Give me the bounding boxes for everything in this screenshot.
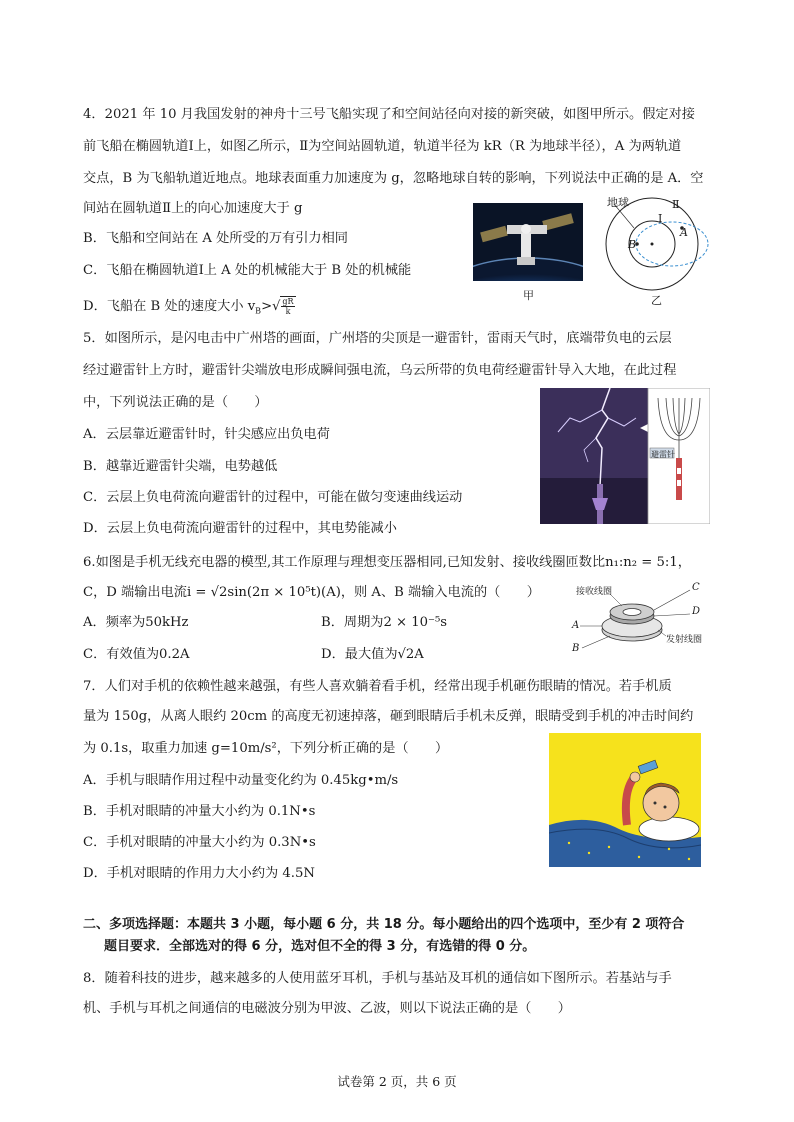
q5-option-a: A．云层靠近避雷针时，针尖感应出负电荷	[83, 427, 330, 442]
q6-line-1: 6.如图是手机无线充电器的模型,其工作原理与理想变压器相同,已知发射、接收线圈匝数比n₁:n₂ = 5:1，	[83, 555, 691, 570]
q7-option-b: B．手机对眼睛的冲量大小约为 0.1N•s	[83, 804, 316, 819]
q5-option-d: D．云层上负电荷流向避雷针的过程中，其电势能减小	[83, 521, 397, 536]
q7-option-c: C．手机对眼睛的冲量大小约为 0.3N•s	[83, 835, 316, 850]
space-station-photo	[473, 203, 583, 281]
label-terminal-c: C	[692, 582, 700, 593]
q5-line-3: 中，下列说法正确的是（ ）	[83, 395, 268, 410]
q4-line-3: 交点，B 为飞船轨道近地点。地球表面重力加速度为 g，忽略地球自转的影响，下列说法中正确的是 A．空	[83, 171, 704, 186]
label-point-a: A	[680, 226, 688, 239]
label-terminal-a: A	[572, 620, 580, 631]
section-2-rules: 题目要求．全部选对的得 6 分，选对但不全的得 3 分，有选错的得 0 分。	[104, 939, 536, 954]
q5-option-b: B．越靠近避雷针尖端，电势越低	[83, 459, 278, 474]
label-lightning-rod: 避雷针	[651, 450, 675, 459]
q7-line-2: 量为 150g，从离人眼约 20cm 的高度无初速掉落，砸到眼睛后手机未反弹，眼睛受到手机的冲击时间约	[83, 709, 694, 724]
q6-option-d: D．最大值为√2A	[321, 647, 424, 662]
q4-line-4: 间站在圆轨道Ⅱ上的向心加速度大于 g	[83, 201, 303, 216]
label-receive-coil: 接收线圈	[576, 587, 613, 597]
figure-caption-jia: 甲	[523, 289, 534, 302]
q7-line-1: 7．人们对手机的依赖性越来越强，有些人喜欢躺着看手机，经常出现手机砸伤眼睛的情况。若手机质	[83, 679, 672, 694]
label-orbit-ii: Ⅱ	[672, 198, 680, 211]
page-footer: 试卷第 2 页，共 6 页	[337, 1074, 457, 1089]
label-terminal-b: B	[572, 643, 580, 654]
figure-caption-yi: 乙	[651, 294, 662, 307]
q8-line-2: 机、手机与耳机之间通信的电磁波分别为甲波、乙波，则以下说法正确的是（ ）	[83, 1001, 571, 1016]
label-orbit-i: Ⅰ	[658, 212, 663, 225]
q4-option-b: B．飞船和空间站在 A 处所受的万有引力相同	[83, 231, 348, 246]
q4-line-1: 4．2021 年 10 月我国发射的神舟十三号飞船实现了和空间站径向对接的新突破，如图甲所示。假定对接	[83, 107, 695, 122]
q5-line-2: 经过避雷针上方时，避雷针尖端放电形成瞬间强电流，乌云所带的负电荷经避雷针导入大地，在此过程	[83, 363, 677, 378]
lightning-tower-photo	[540, 388, 710, 524]
q7-line-3: 为 0.1s，取重力加速 g=10m/s²，下列分析正确的是（ ）	[83, 741, 449, 756]
q4-option-d: D．飞船在 B 处的速度大小 $v_B>√$ $\frac{gR}{k}$	[83, 297, 294, 316]
q5-option-c: C．云层上负电荷流向避雷针的过程中，可能在做匀变速曲线运动	[83, 490, 463, 505]
q6-option-c: C．有效值为0.2A	[83, 647, 190, 662]
q6-option-b: B．周期为2 × 10⁻⁵s	[321, 615, 448, 630]
q4-line-2: 前飞船在椭圆轨道Ⅰ上，如图乙所示，Ⅱ为空间站圆轨道，轨道半径为 kR（R 为地球半径），A 为两轨道	[83, 139, 682, 154]
label-transmit-coil: 发射线圈	[666, 635, 703, 645]
q7-option-a: A．手机与眼睛作用过程中动量变化约为 0.45kg•m/s	[83, 773, 399, 788]
label-terminal-d: D	[692, 606, 701, 617]
q5-line-1: 5．如图所示，是闪电击中广州塔的画面，广州塔的尖顶是一避雷针，雷雨天气时，底端带负电的云层	[83, 331, 672, 346]
q6-line-2: C，D 端输出电流i = √2sin(2π × 10⁵t)(A)，则 A、B 端输入电流的（ ）	[83, 585, 540, 600]
lying-phone-illustration	[549, 733, 701, 867]
label-point-b: B	[628, 238, 637, 251]
label-earth: 地球	[607, 196, 629, 209]
q4-option-c: C．飞船在椭圆轨道Ⅰ上 A 处的机械能大于 B 处的机械能	[83, 263, 412, 278]
section-2-heading: 二、多项选择题：本题共 3 小题，每小题 6 分，共 18 分。每小题给出的四个选项中，至少有 2 项符合	[83, 917, 685, 932]
q7-option-d: D．手机对眼睛的作用力大小约为 4.5N	[83, 866, 315, 881]
q6-option-a: A．频率为50kHz	[83, 615, 189, 630]
q8-line-1: 8．随着科技的进步，越来越多的人使用蓝牙耳机，手机与基站及耳机的通信如下图所示。若基站与手	[83, 971, 672, 986]
